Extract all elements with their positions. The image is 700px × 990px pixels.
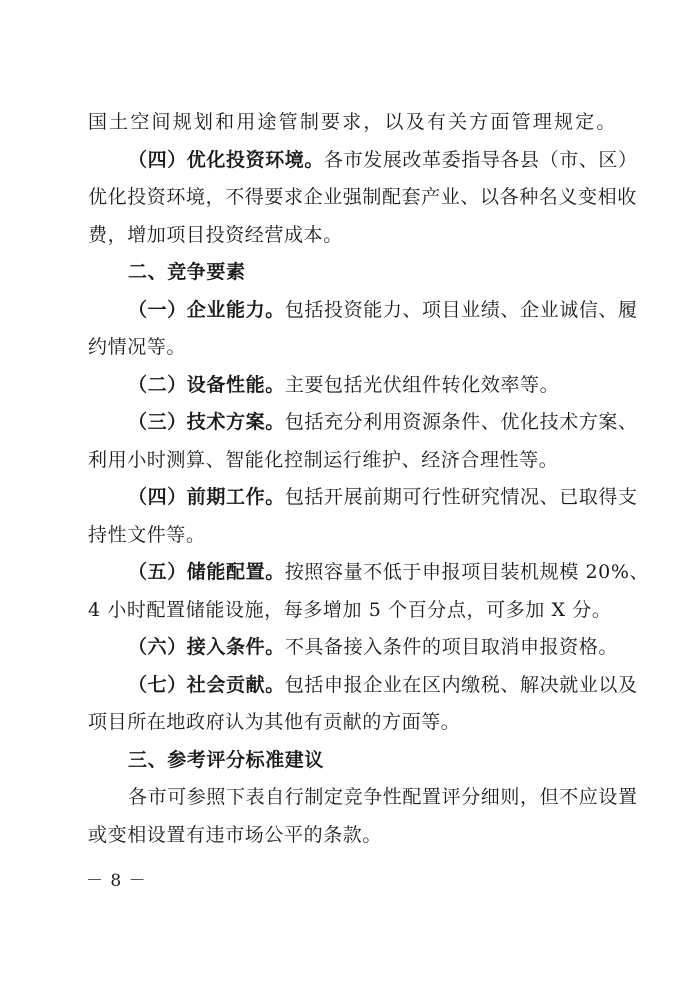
subsection-title: （二）设备性能。 [128, 373, 285, 396]
section-heading-line: （二）设备性能。主要包括光伏组件转化效率等。 [128, 373, 560, 396]
section-heading: 二、竞争要素 [128, 261, 246, 283]
subsection-title: （七）社会贡献。 [128, 673, 285, 696]
section-heading-line: （四）前期工作。包括开展前期可行性研究情况、已取得支 [128, 486, 638, 508]
paragraph-line: 各市可参照下表自行制定竞争性配置评分细则，但不应设置 [128, 786, 638, 808]
paragraph-line: 项目所在地政府认为其他有贡献的方面等。 [88, 711, 461, 733]
paragraph-line: 费，增加项目投资经营成本。 [88, 223, 343, 246]
subsection-title: （六）接入条件。 [128, 636, 285, 658]
paragraph-line: 持性文件等。 [88, 523, 206, 546]
subsection-title: （三）技术方案。 [128, 411, 285, 433]
section-heading-line: （六）接入条件。不具备接入条件的项目取消申报资格。 [128, 636, 619, 658]
section-heading-line: （四）优化投资环境。各市发展改革委指导各县（市、区） [128, 148, 638, 171]
paragraph-line: 或变相设置有违市场公平的条款。 [88, 823, 383, 846]
section-heading-line: （三）技术方案。包括充分利用资源条件、优化技术方案、 [128, 411, 638, 433]
paragraph-line: 利用小时测算、智能化控制运行维护、经济合理性等。 [88, 448, 559, 471]
subsection-title: （四）前期工作。 [128, 486, 285, 508]
paragraph-line: 约情况等。 [88, 336, 187, 358]
paragraph-line: 优化投资环境，不得要求企业强制配套产业、以各种名义变相收 [88, 186, 637, 208]
section-heading: 三、参考评分标准建议 [128, 748, 325, 771]
subsection-title: （四）优化投资环境。 [128, 148, 325, 171]
subsection-title: （一）企业能力。 [128, 298, 285, 321]
page-number: － 8 － [86, 871, 147, 891]
paragraph-line: 国土空间规划和用途管制要求，以及有关方面管理规定。 [88, 111, 616, 133]
section-heading-line: （七）社会贡献。包括申报企业在区内缴税、解决就业以及 [128, 673, 638, 696]
section-heading-line: （五）储能配置。按照容量不低于申报项目装机规模 20%、 [128, 561, 650, 583]
subsection-title: （五）储能配置。 [128, 561, 285, 583]
section-heading-line: （一）企业能力。包括投资能力、项目业绩、企业诚信、履 [128, 298, 638, 321]
paragraph-line: 4 小时配置储能设施，每多增加 5 个百分点，可多加 X 分。 [88, 598, 612, 621]
document-body [88, 104, 650, 854]
